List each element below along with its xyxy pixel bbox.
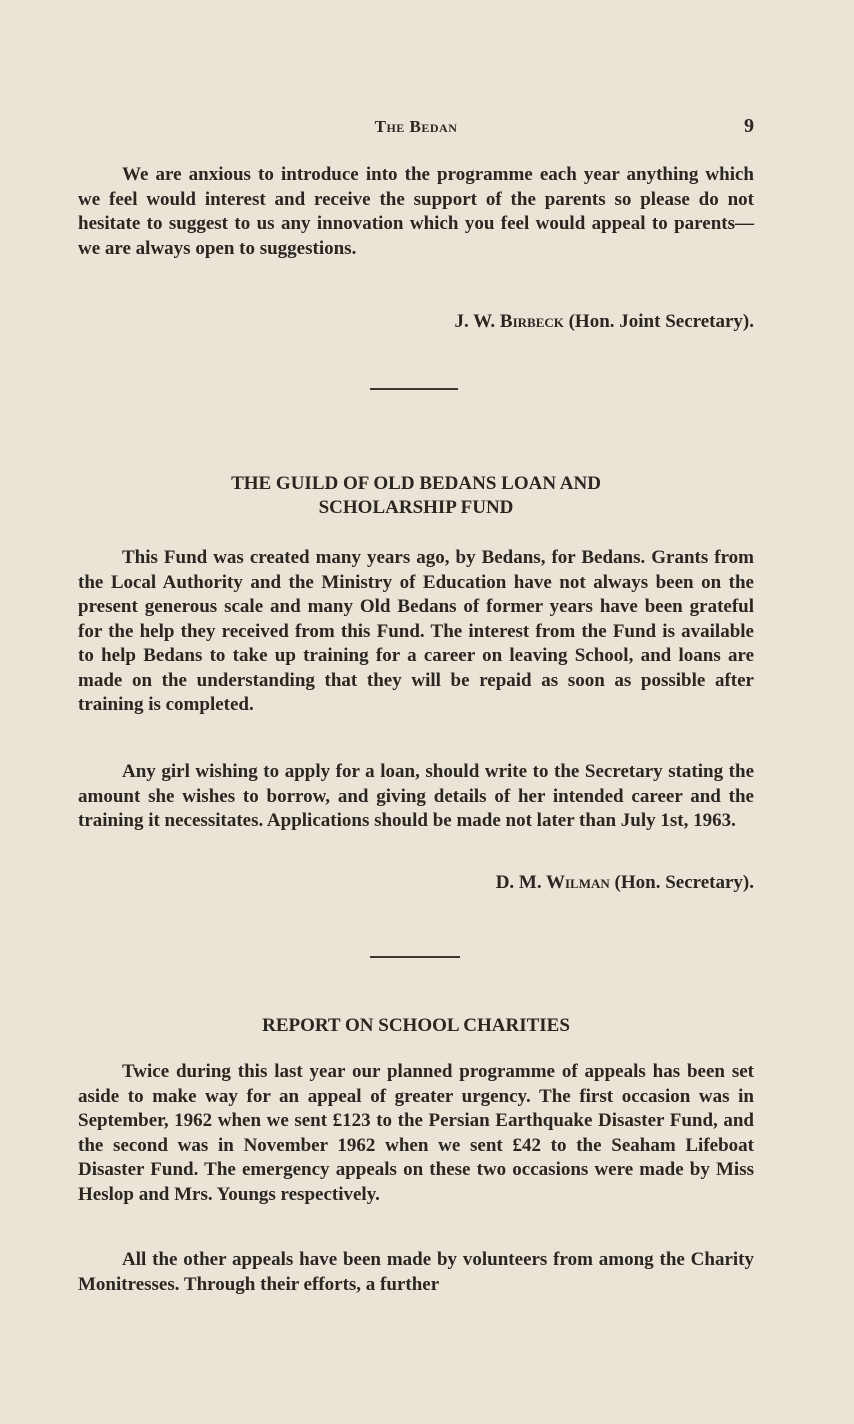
- section-heading-charities: REPORT ON SCHOOL CHARITIES: [262, 1015, 570, 1036]
- signatory-role: (Hon. Joint Secretary).: [568, 311, 754, 332]
- running-header: [78, 117, 754, 141]
- section-heading-loan-fund: THE GUILD OF OLD BEDANS LOAN AND SCHOLARSHIP FUND: [231, 473, 601, 518]
- journal-title: The Bedan: [374, 117, 458, 136]
- charities-paragraph-continued: All the other appeals have been made by volunteers from among the Charity Monitresses. Through their efforts, a further: [78, 1249, 754, 1295]
- charities-paragraph: Twice during this last year our planned programme of appeals has been set aside to make way for an appeal of greater urgency. The first occasion was in September, 1962 when we sent £123 to the Persian Earthquake Disaster Fund, and the second was in November 1962 when we sent £42 to the Seaham Lifeboat Disaster Fund. The emergency appeals on these two occasions were made by Miss Heslop and Mrs. Youngs respectively.: [78, 1061, 754, 1205]
- signatory-name: J. W. Birbeck: [454, 311, 564, 332]
- signatory-role: (Hon. Secretary).: [614, 872, 754, 893]
- loan-fund-paragraph: This Fund was created many years ago, by Bedans, for Bedans. Grants from the Local Authority and the Ministry of Education have not always been on the present generous scale and many Old Bedans of former years have been grateful for the help they received from this Fund. The interest from the Fund is available to help Bedans to take up training for a career on leaving School, and loans are made on the understanding that they will be repaid as soon as possible after training is completed.: [78, 547, 754, 715]
- loan-application-paragraph: Any girl wishing to apply for a loan, should write to the Secretary stating the amount she wishes to borrow, and giving details of her intended career and the training it necessitates. Applications should be made not later than July 1st, 1963.: [78, 761, 754, 831]
- signature-birbeck: [454, 311, 754, 333]
- intro-paragraph: We are anxious to introduce into the programme each year anything which we feel would interest and receive the support of the parents so please do not hesitate to suggest to us any innovation which you feel would appeal to parents—we are always open to suggestions.: [78, 164, 754, 259]
- signature-wilman: [496, 872, 754, 894]
- section-divider: [370, 956, 460, 958]
- signatory-name: D. M. Wilman: [495, 872, 610, 893]
- page-number: 9: [744, 115, 754, 137]
- section-divider: [370, 388, 458, 390]
